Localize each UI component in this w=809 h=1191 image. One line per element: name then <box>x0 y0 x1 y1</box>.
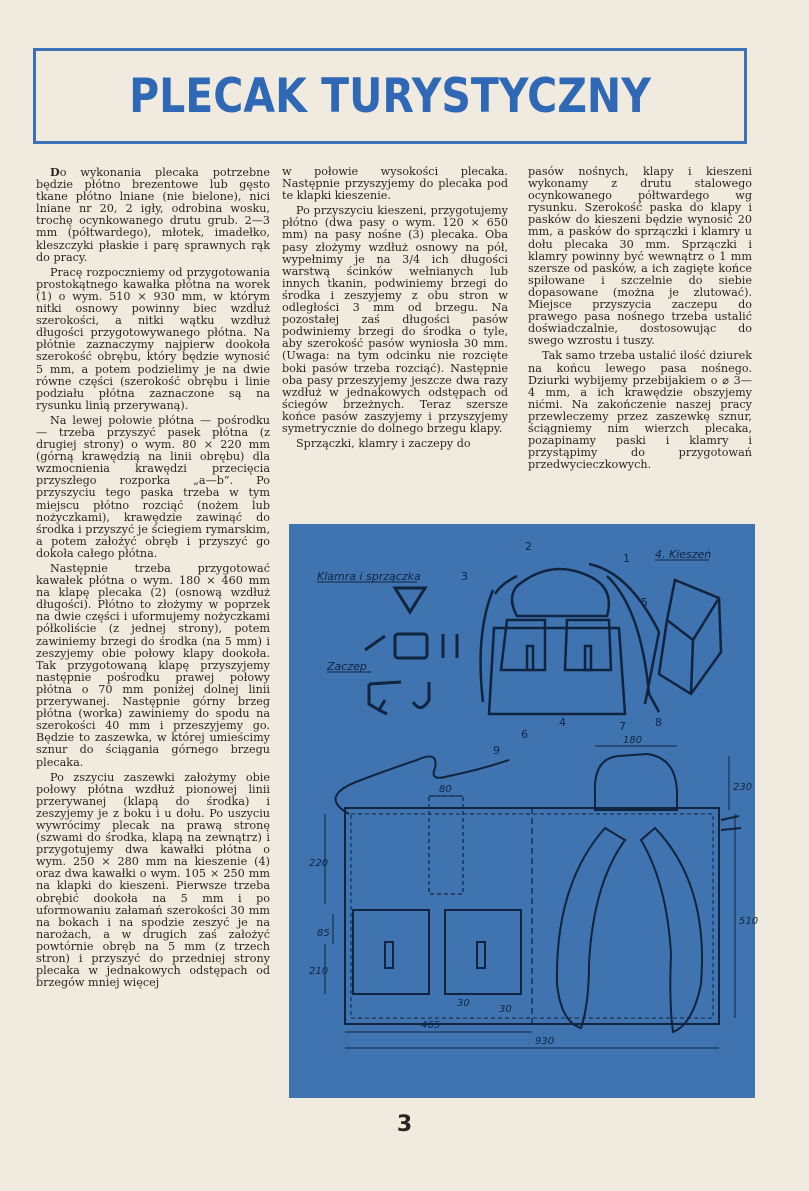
paragraph: pasów nośnych, klapy i kieszeni wykonamy z drutu stalowego ocynkowanego półtwardego wg rysunku. Szerokość paska do klapy i pasków do kieszeni będzie wynosić 20 mm, a pasków do sprzączki i klamry u dołu plecaka 30 mm. Sprzączki i klamry powinny być wewnątrz o 1 mm szersze od pasków, a ich zagięte końce spiłowane i szczelnie do siebie dopasowane (można je zlutować). Miejsce przyszycia zaczepu do prawego pasa nośnego trzeba ustalić doświadczalnie, dostosowując do swego wzrostu i tuszy. <box>528 165 752 348</box>
cutting-pattern <box>336 744 741 1032</box>
dimension-label: 80 <box>439 784 452 795</box>
part-number: 8 <box>655 716 662 729</box>
pocket-icon <box>659 580 721 694</box>
page-number: 3 <box>396 1112 413 1137</box>
backpack-view-icon <box>461 540 662 741</box>
label-hook: Zaczep <box>327 660 367 673</box>
dimension-label: 230 <box>733 782 753 793</box>
paragraph: Tak samo trzeba ustalić ilość dziurek na końcu lewego pasa nośnego. Dziurki wybijemy przebijakiem o ⌀ 3—4 mm, a ich krawędzie obszyjemy nićmi. Na zakończenie naszej pracy przewleczemy przez zaszewkę sznur, ściągniemy nim wierzch plecaka, pozapinamy paski i klamry i przystąpimy do przygotowań przedwycieczkowych. <box>528 349 752 472</box>
text-column-right <box>528 166 752 471</box>
part-number: 1 <box>623 552 630 565</box>
part-number: 7 <box>619 720 626 733</box>
text-column-middle <box>282 166 508 450</box>
paragraph: Na lewej połowie płótna — pośrodku — trzeba przyszyć pasek płótna (z drugiej strony) o wym. 80 × 220 mm (górną krawędzią na linii obrębu) dla wzmocnienia krawędzi przecięcia przyszłego rozporka „a—b”. Po przyszyciu tego paska trzeba w tym miejscu płótno rozciąć (nożem lub nożyczkami), krawędzie zawinąć do środka i przyszyć je ściegiem rymarskim, a potem założyć obręb i przyszyć go dokoła całego płótna. <box>36 413 270 560</box>
drawing-svg <box>289 524 759 1098</box>
paragraph: w połowie wysokości plecaka. Następnie przyszyjemy do plecaka pod te klapki kieszenie. <box>282 165 508 203</box>
dimension-label: 210 <box>309 966 329 977</box>
page-title: PLECAK TURYSTYCZNY <box>129 68 651 124</box>
hook-icon <box>369 682 429 714</box>
title-frame <box>33 48 747 144</box>
dimension-label: 30 <box>499 1004 512 1015</box>
text-column-left <box>36 166 270 989</box>
part-number: 4 <box>559 716 566 729</box>
dimension-label: 220 <box>309 858 329 869</box>
label-buckle: Klamra i sprzączka <box>317 570 421 583</box>
part-number: 2 <box>525 540 532 553</box>
part-number: 3 <box>461 570 468 583</box>
dimension-label: 510 <box>739 916 759 927</box>
dimension-label: 180 <box>623 735 643 746</box>
buckle-icon <box>365 588 457 658</box>
part-number: 5 <box>641 596 648 609</box>
paragraph: Po zszyciu zaszewki założymy obie połowy płótna wzdłuż pionowej linii przerywanej (klapą do środka) i zeszyjemy je z boku i u dołu. Po uszyciu wywrócimy plecak na prawą stronę (szwami do środka, klapą na zewnątrz) i przygotujemy dwa kawałki płótna o wym. 250 × 280 mm na kieszenie (4) oraz dwa kawałki o wym. 105 × 250 mm na klapki do kieszeni. Pierwsze trzeba obrębić dookoła na 5 mm i po uformowaniu załamań szerokości 30 mm na bokach i na spodzie zeszyć je na narożach, a w drugich zaś założyć powtórnie obręb na 5 mm (z trzech stron) i przyszyć do przedniej strony plecaka w jednakowych odstępach od brzegów mniej więcej <box>36 770 270 990</box>
dimension-label: 465 <box>421 1020 441 1031</box>
part-number: 6 <box>521 728 528 741</box>
paragraph: Po przyszyciu kieszeni, przygotujemy płótno (dwa pasy o wym. 120 × 650 mm) na pasy nośne (3) plecaka. Oba pasy złożymy wzdłuż osnowy na pół, wypełnimy je na 3/4 ich długości warstwą ścinków wełnianych lub innych tkanin, podwiniemy brzegi do środka i zeszyjemy z obu stron w odległości 3 mm od brzegu. Na pozostałej zaś długości pasów podwiniemy brzegi do środka o tyle, aby szerokość pasów wyniosła 30 mm. (Uwaga: na tym odcinku nie rozcięte boki pasów trzeba rozciąć). Następnie oba pasy przeszyjemy jeszcze dwa razy wzdłuż w jednakowych odstępach od ściegów brzeżnych. Teraz szersze końce pasów zaszyjemy i przyszyjemy symetrycznie do dolnego brzegu klapy. <box>282 204 508 435</box>
part-number: 9 <box>493 744 500 757</box>
technical-drawing <box>289 524 759 1098</box>
paragraph: Do wykonania plecaka potrzebne będzie płótno brezentowe lub gęsto tkane płótno lniane (nie bielone), nici lniane nr 20, 2 igły, odrobina wosku, trochę ocynkowanego drutu grub. 2—3 mm (półtwardego), młotek, imadełko, kleszczyki płaskie i parę sprawnych rąk do pracy. <box>36 165 270 264</box>
paragraph: Sprzączki, klamry i zaczepy do <box>296 437 471 451</box>
dimension-label: 930 <box>535 1036 555 1047</box>
dimension-label: 30 <box>457 998 470 1009</box>
label-pocket: 4. Kieszeń <box>655 548 712 561</box>
dimension-label: 85 <box>317 928 330 939</box>
paragraph: Następnie trzeba przygotować kawałek płótna o wym. 180 × 460 mm na klapę plecaka (2) (osnową wzdłuż długości). Płótno to złożymy w poprzek na dwie części i uformujemy nożyczkami półkoliście (z jednej strony), potem zawiniemy brzegi do środka (na 5 mm) i zeszyjemy obie połowy klapy dookoła. Tak przygotowaną klapę przyszyjemy następnie pośrodku prawej połowy płótna o 70 mm poniżej dolnej linii przerywanej. Następnie górny brzeg płótna (worka) zawiniemy do spodu na szerokości 40 mm i przeszyjemy go. Będzie to zaszewka, w której umieścimy sznur do ściągania górnego brzegu plecaka. <box>36 562 270 769</box>
dimensions <box>309 735 758 1048</box>
paragraph: Pracę rozpoczniemy od przygotowania prostokątnego kawałka płótna na worek (1) o wym. 510 × 930 mm, w którym nitki osnowy powinny biec wzdłuż szerokości, a nitki wątku wzdłuż długości przygotowywanego płótna. Na płótnie zaznaczymy najpierw dookoła szerokość obrębu, który będzie wynosić 5 mm, a potem podzielimy je na dwie równe części (szerokość obrębu i linie podziału płótna zaznaczone są na rysunku linią przerywaną). <box>36 265 270 412</box>
